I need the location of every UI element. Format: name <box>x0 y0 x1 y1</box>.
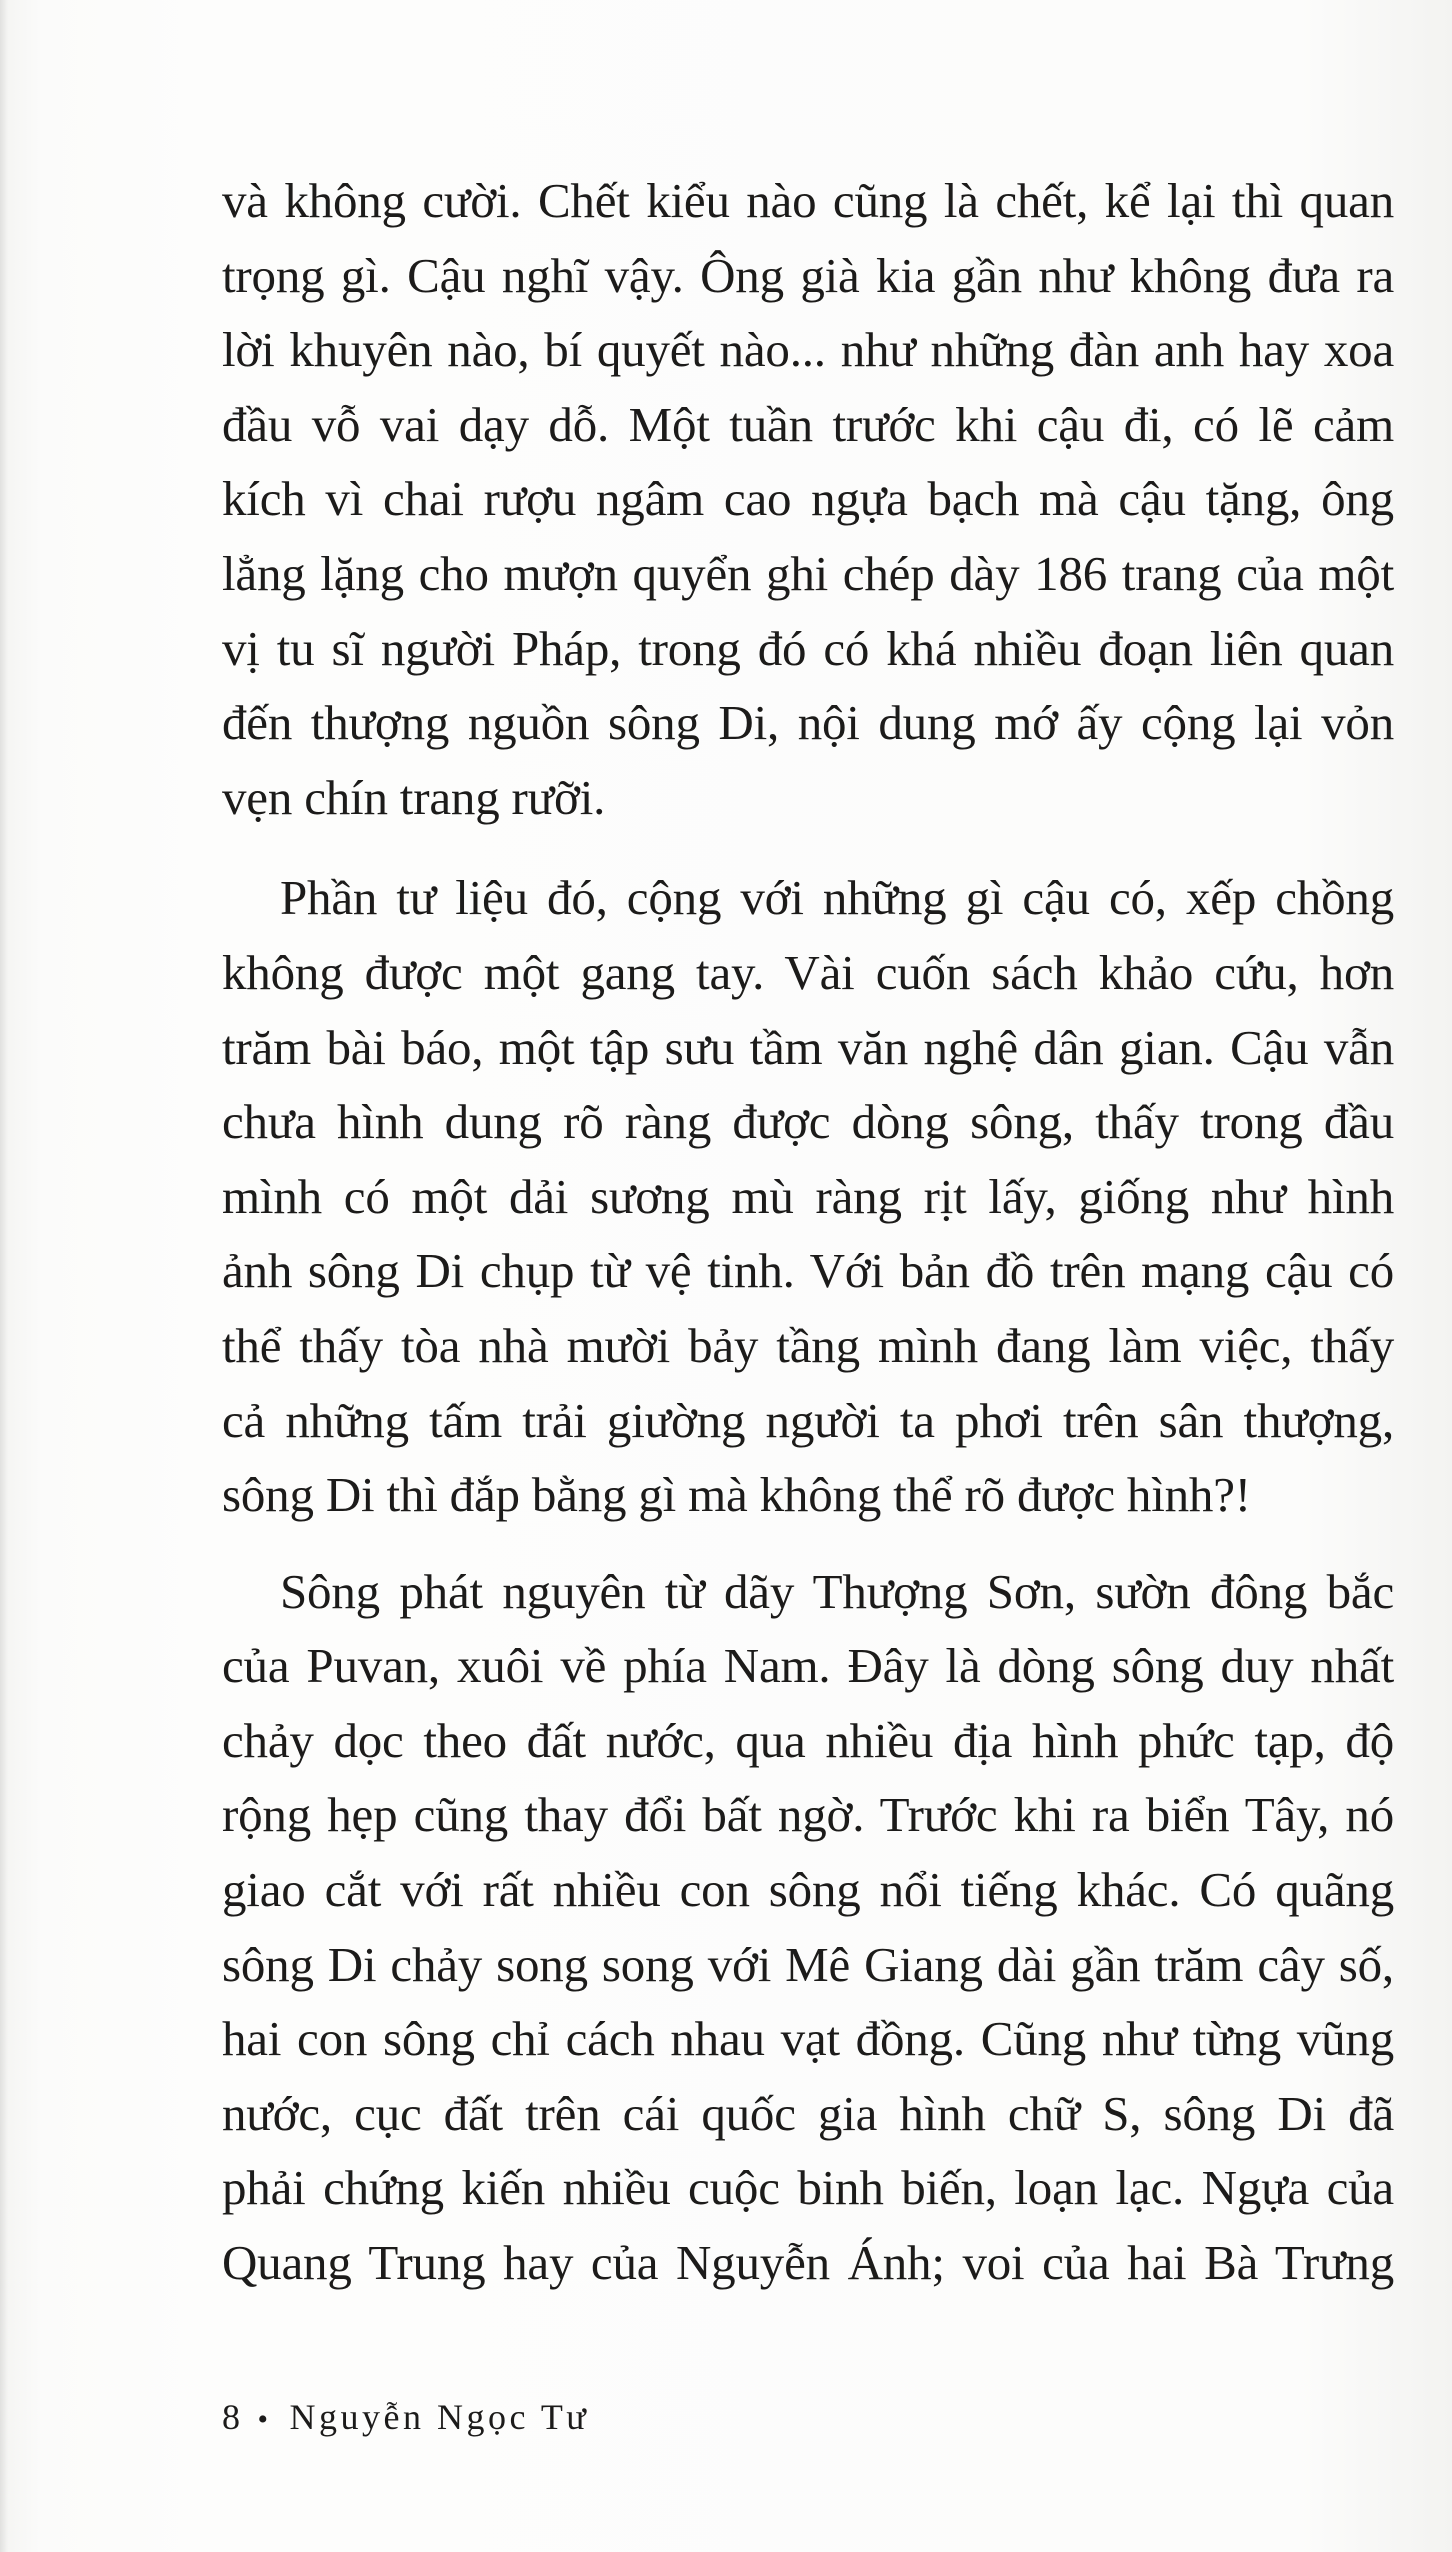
page-edge-shadow <box>0 0 8 2552</box>
paragraph-2 <box>222 861 1394 1532</box>
text-line: của Puvan, xuôi về phía Nam. Đây là dòng sông duy nhất <box>222 1638 1394 1694</box>
author-name: Nguyễn Ngọc Tư <box>289 2397 590 2437</box>
body-text <box>222 164 1394 2301</box>
text-line: sông Di thì đắp bằng gì mà không thể rõ được hình?! <box>222 1467 1251 1523</box>
text-line: Sông phát nguyên từ dãy Thượng Sơn, sườn đông bắc <box>280 1563 1394 1619</box>
text-line: ảnh sông Di chụp từ vệ tinh. Với bản đồ trên mạng cậu có <box>222 1243 1394 1299</box>
text-line: nước, cục đất trên cái quốc gia hình chữ S, sông Di đã <box>222 2085 1394 2141</box>
text-line: trọng gì. Cậu nghĩ vậy. Ông già kia gần như không đưa ra <box>222 247 1394 303</box>
text-line: phải chứng kiến nhiều cuộc binh biến, loạn lạc. Ngựa của <box>222 2160 1394 2216</box>
text-line: và không cười. Chết kiểu nào cũng là chết, kể lại thì quan <box>222 173 1394 228</box>
footer-bullet: • <box>257 2403 272 2436</box>
text-line: Quang Trung hay của Nguyễn Ánh; voi của hai Bà Trưng <box>222 2235 1394 2291</box>
text-line: chảy dọc theo đất nước, qua nhiều địa hình phức tạp, độ <box>222 1712 1394 1768</box>
text-line: mình có một dải sương mù ràng rịt lấy, giống như hình <box>222 1168 1394 1224</box>
text-line: vẹn chín trang rưỡi. <box>222 769 606 825</box>
page-footer <box>222 2393 589 2444</box>
text-line: cả những tấm trải giường người ta phơi trên sân thượng, <box>222 1392 1394 1448</box>
text-line: kích vì chai rượu ngâm cao ngựa bạch mà cậu tặng, ông <box>222 471 1394 527</box>
text-line: chưa hình dung rõ ràng được dòng sông, thấy trong đầu <box>222 1094 1394 1150</box>
paragraph-1 <box>222 164 1394 835</box>
text-line: thể thấy tòa nhà mười bảy tầng mình đang làm việc, thấy <box>222 1317 1394 1373</box>
text-line: đầu vỗ vai dạy dỗ. Một tuần trước khi cậu đi, có lẽ cảm <box>222 396 1394 452</box>
text-line: sông Di chảy song song với Mê Giang dài gần trăm cây số, <box>222 1936 1394 1992</box>
text-line: lời khuyên nào, bí quyết nào... như những đàn anh hay xoa <box>222 322 1394 378</box>
text-line: giao cắt với rất nhiều con sông nổi tiếng khác. Có quãng <box>222 1862 1394 1918</box>
page-number: 8 <box>222 2397 244 2437</box>
text-line: Phần tư liệu đó, cộng với những gì cậu có, xếp chồng <box>280 870 1394 926</box>
text-line: vị tu sĩ người Pháp, trong đó có khá nhiều đoạn liên quan <box>222 620 1394 676</box>
text-line: đến thượng nguồn sông Di, nội dung mớ ấy cộng lại vỏn <box>222 695 1394 751</box>
paragraph-3 <box>222 1555 1394 2301</box>
text-line: không được một gang tay. Vài cuốn sách khảo cứu, hơn <box>222 944 1394 1000</box>
text-line: trăm bài báo, một tập sưu tầm văn nghệ dân gian. Cậu vẫn <box>222 1019 1394 1075</box>
text-line: lẳng lặng cho mượn quyển ghi chép dày 186 trang của một <box>222 545 1394 601</box>
text-line: rộng hẹp cũng thay đổi bất ngờ. Trước khi ra biển Tây, nó <box>222 1787 1394 1843</box>
text-line: hai con sông chỉ cách nhau vạt đồng. Cũng như từng vũng <box>222 2011 1394 2067</box>
